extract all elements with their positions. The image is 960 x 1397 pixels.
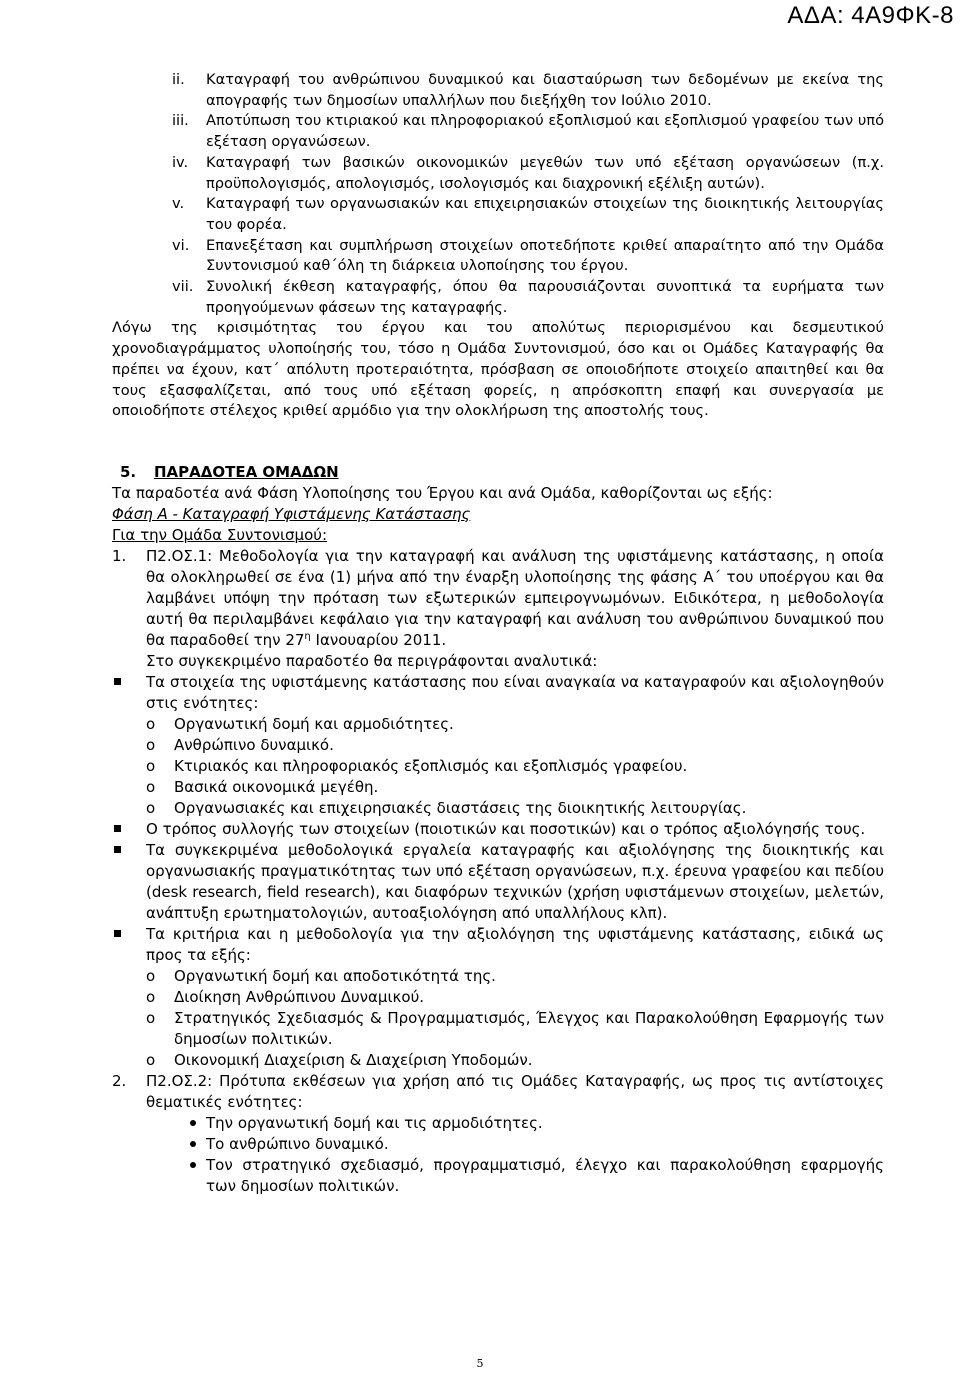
deliverable-1: [112, 546, 884, 651]
roman-item-number: iii.: [172, 112, 189, 130]
bullet-text: Τα συγκεκριμένα μεθοδολογικά εργαλεία καταγραφής και αξιολόγησης της διοικητικής και οργανωσιακής πραγματικότητας των υπό εξέταση οργανώσεων, π.χ. έρευνα γραφείου και πεδίου (desk research, field research), και διαφόρων τεχνικών (χρήση υφιστάμενων στοιχείων, μελετών, ανάπτυξη ερωτηματολογιών, αυτοαξιολόγηση από υπαλλήλους κλπ).: [146, 840, 884, 922]
sub-bullet-text: Οργανωτική δομή και αρμοδιότητες.: [174, 714, 454, 733]
sub-bullet-text: Ανθρώπινο δυναμικό.: [174, 735, 334, 754]
roman-item-text: Αποτύπωση του κτιριακού και πληροφοριακού εξοπλισμού και εξοπλισμού γραφείου των υπό εξέταση οργανώσεων.: [206, 112, 884, 151]
circle-bullet-icon: o: [146, 714, 156, 733]
sub-bullet-item: [146, 714, 884, 735]
circle-bullet-icon: o: [146, 756, 156, 775]
circle-bullet-icon: o: [146, 987, 156, 1006]
sub-bullet-text: Στρατηγικός Σχεδιασμός & Προγραμματισμός, Έλεγχος και Παρακολούθηση Εφαρμογής των δημοσίων πολιτικών.: [174, 1008, 884, 1048]
sub-bullet-text: Οικονομική Διαχείριση & Διαχείριση Υποδομών.: [174, 1050, 533, 1069]
roman-item-number: ii.: [172, 71, 185, 88]
dot-bullet-icon: [146, 1134, 188, 1155]
sub-bullet-text: Διοίκηση Ανθρώπινου Δυναμικού.: [174, 987, 425, 1006]
square-bullet-icon: [112, 819, 146, 840]
roman-item-number: v.: [172, 195, 185, 213]
sub-bullet-item: [146, 966, 884, 987]
dot-bullet-text: Την οργανωτική δομή και τις αρμοδιότητες.: [206, 1113, 543, 1132]
circle-bullet-icon: o: [146, 798, 156, 817]
roman-item: [172, 277, 884, 318]
deliverable-2: [112, 1071, 884, 1113]
deliverable-1-text: [146, 546, 884, 651]
dot-bullet-item: [146, 1113, 884, 1134]
sub-bullet-text: Βασικά οικονομικά μεγέθη.: [174, 777, 379, 796]
sub-bullet-text: Κτιριακός και πληροφοριακός εξοπλισμός και εξοπλισμός γραφείου.: [174, 756, 688, 775]
roman-item-number: vii.: [172, 278, 194, 296]
deliverable-1-sup: η: [304, 630, 311, 642]
square-bullet-icon: [112, 672, 146, 714]
bullet-item: [112, 819, 884, 840]
deliverable-2-list: [112, 1113, 884, 1197]
roman-item-number: iv.: [172, 153, 189, 171]
dot-bullet-item: [146, 1134, 884, 1155]
circle-bullet-icon: o: [146, 777, 156, 796]
roman-item-number: vi.: [172, 236, 190, 254]
dot-bullet-icon: [146, 1155, 188, 1197]
roman-item-text: Επανεξέταση και συμπλήρωση στοιχείων οποτεδήποτε κριθεί απαραίτητο από την Ομάδα Συντονισμού καθ΄όλη τη διάρκεια υλοποίησης του έργου.: [206, 236, 884, 275]
sub-bullet-item: [146, 1008, 884, 1050]
ada-code: ΑΔΑ: 4Α9ΦΚ-8: [787, 2, 954, 29]
section-intro: Τα παραδοτέα ανά Φάση Υλοποίησης του Έργου και ανά Ομάδα, καθορίζονται ως εξής:: [112, 483, 773, 502]
sub-bullet-item: [146, 987, 884, 1008]
roman-list: [112, 70, 884, 318]
square-bullet-icon: [112, 924, 146, 966]
bullet-text: Ο τρόπος συλλογής των στοιχείων (ποιοτικών και ποσοτικών) και ο τρόπος αξιολόγησής τους.: [146, 819, 866, 838]
circle-bullet-icon: o: [146, 735, 156, 754]
roman-item-text: Καταγραφή των οργανωσιακών και επιχειρησιακών στοιχείων της διοικητικής λειτουργίας του φορέα.: [206, 195, 884, 233]
roman-item: [172, 194, 884, 235]
section-heading: [120, 462, 884, 483]
sub-bullet-item: [146, 1050, 884, 1071]
deliverable-2-number: 2.: [112, 1071, 127, 1090]
document-body: [112, 70, 884, 1197]
access-paragraph: Λόγω της κρισιμότητας του έργου και του απολύτως περιορισμένου και δεσμευτικού χρονοδιαγράμματος υλοποίησής του, τόσο η Ομάδα Συντονισμού, όσο και οι Ομάδες Καταγραφής θα πρέπει να έχουν, κατ΄ απόλυτη προτεραιότητα, πρόσβαση σε οποιοδήποτε στοιχείο απαιτηθεί και θα τους εξασφαλίζεται, από τους υπό εξέταση φορείς, η απρόσκοπτη επαφή και συνεργασία με οποιοδήποτε στέλεχος κριθεί αρμόδιο για την ολοκλήρωση της αποστολής τους.: [112, 319, 884, 420]
bullet-list: [112, 672, 884, 1071]
bullet-item: [112, 672, 884, 714]
section-title: ΠΑΡΑΔΟΤΕΑ ΟΜΑΔΩΝ: [154, 462, 339, 481]
sub-bullet-text: Οργανωτική δομή και αποδοτικότητά της.: [174, 966, 496, 985]
circle-bullet-icon: o: [146, 1050, 156, 1069]
deliverable-1-code: Π2.ΟΣ.1:: [146, 546, 213, 565]
bullet-item: [112, 840, 884, 924]
circle-bullet-icon: o: [146, 1008, 156, 1027]
sub-bullet-item: [146, 735, 884, 756]
bullet-text: Τα κριτήρια και η μεθοδολογία για την αξιολόγηση της υφιστάμενης κατάστασης, ειδικά ως προς τα εξής:: [146, 924, 884, 964]
group-title: Για την Ομάδα Συντονισμού:: [112, 525, 328, 544]
deliverable-1-detail-intro: Στο συγκεκριμένο παραδοτέο θα περιγράφονται αναλυτικά:: [146, 651, 598, 670]
bullet-text: Τα στοιχεία της υφιστάμενης κατάστασης που είναι αναγκαία να καταγραφούν και αξιολογηθούν στις ενότητες:: [146, 672, 884, 712]
sub-bullet-item: [146, 777, 884, 798]
sub-bullet-item: [146, 756, 884, 777]
sub-bullet-item: [146, 798, 884, 819]
roman-item: [172, 70, 884, 111]
deliverable-1-number: 1.: [112, 546, 127, 565]
section-number: 5.: [120, 462, 137, 481]
dot-bullet-text: Το ανθρώπινο δυναμικό.: [206, 1134, 389, 1153]
dot-bullet-item: [146, 1155, 884, 1197]
phase-title: Φάση Α - Καταγραφή Υφιστάμενης Κατάστασης: [112, 504, 471, 523]
roman-item: [172, 111, 884, 152]
page-number: 5: [476, 1357, 484, 1370]
dot-bullet-text: Τον στρατηγικό σχεδιασμό, προγραμματισμό, έλεγχο και παρακολούθηση εφαρμογής των δημοσίων πολιτικών.: [206, 1155, 884, 1195]
circle-bullet-icon: o: [146, 966, 156, 985]
square-bullet-icon: [112, 840, 146, 924]
dot-bullet-icon: [146, 1113, 188, 1134]
sub-bullet-text: Οργανωσιακές και επιχειρησιακές διαστάσεις της διοικητικής λειτουργίας.: [174, 798, 747, 817]
deliverable-1-text-b: Ιανουαρίου 2011.: [315, 630, 447, 649]
roman-item-text: Συνολική έκθεση καταγραφής, όπου θα παρουσιάζονται συνοπτικά τα ευρήματα των προηγούμενων φάσεων της καταγραφής.: [206, 278, 884, 316]
deliverable-2-text: Π2.ΟΣ.2: Πρότυπα εκθέσεων για χρήση από τις Ομάδες Καταγραφής, ως προς τις αντίστοιχες θεματικές ενότητες:: [146, 1071, 884, 1111]
roman-item: [172, 236, 884, 277]
bullet-item: [112, 924, 884, 966]
roman-item-text: Καταγραφή των βασικών οικονομικών μεγεθών των υπό εξέταση οργανώσεων (π.χ. προϋπολογισμός, απολογισμός, ισολογισμός και διαχρονική εξέλιξη αυτών).: [206, 153, 884, 192]
roman-item-text: Καταγραφή του ανθρώπινου δυναμικού και διασταύρωση των δεδομένων με εκείνα της απογραφής των δημοσίων υπαλλήλων που διεξήχθη τον Ιούλιο 2010.: [206, 71, 884, 109]
deliverable-1-text-a: Μεθοδολογία για την καταγραφή και ανάλυση της υφιστάμενης κατάστασης, η οποία θα ολοκληρωθεί σε ένα (1) μήνα από την έναρξη υλοποίησης της φάσης Α΄ του υποέργου και θα λαμβάνει υπόψη την πρόταση των εξωτερικών εμπειρογνωμόνων. Ειδικότερα, η μεθοδολογία αυτή θα περιλαμβάνει κεφάλαιο για την καταγραφή και ανάλυση του ανθρώπινου δυναμικού που θα παραδοθεί την 27: [146, 546, 884, 649]
roman-item: [172, 153, 884, 194]
